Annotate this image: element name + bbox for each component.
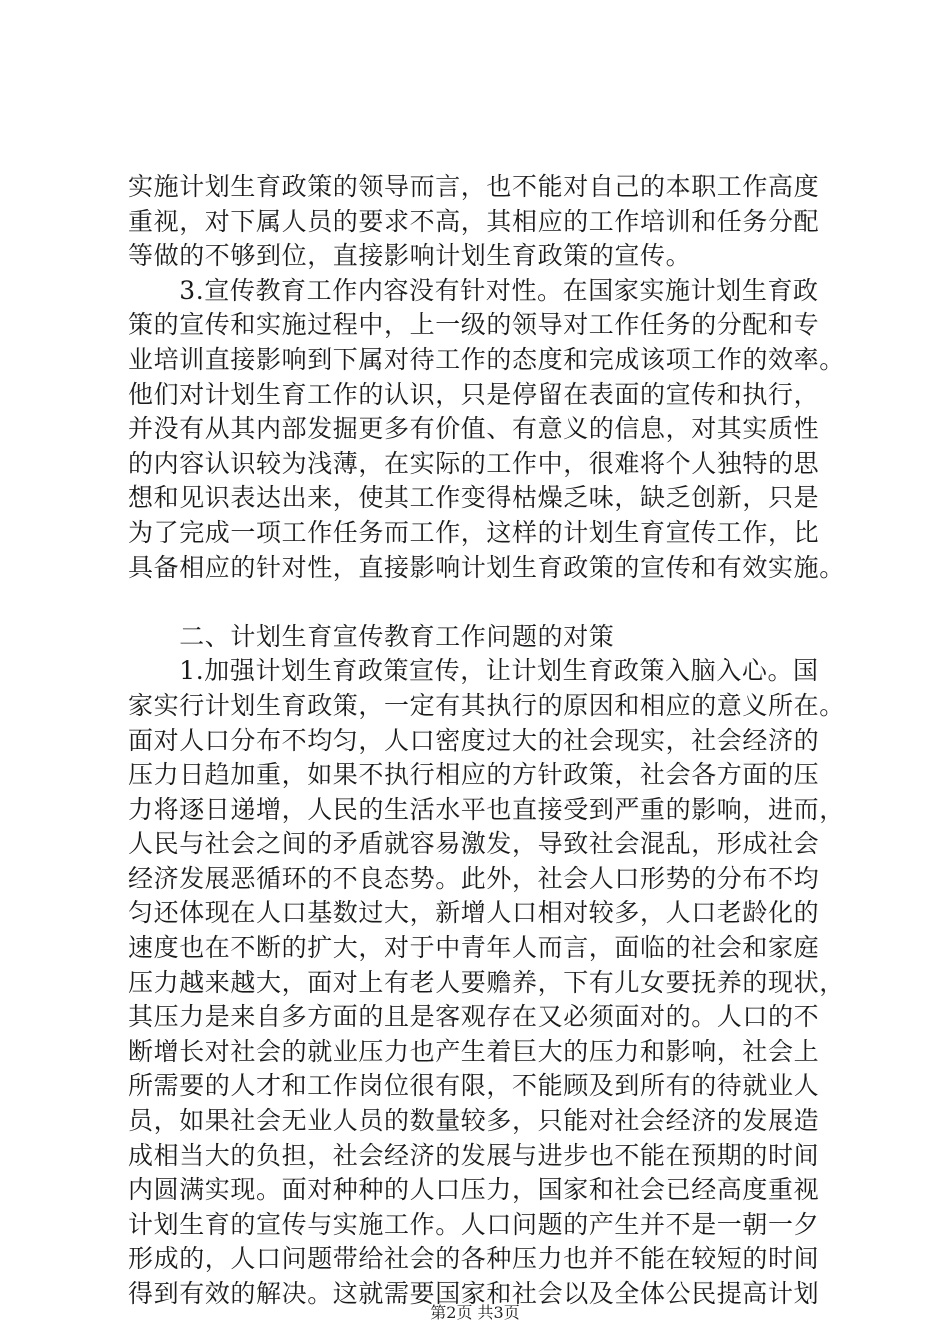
text-line: 匀还体现在人口基数过大，新增人口相对较多，人口老龄化的 — [128, 898, 820, 928]
text-line: 得到有效的解决。这就需要国家和社会以及全体公民提高计划 — [128, 1279, 820, 1308]
text-line: 所需要的人才和工作岗位很有限，不能顾及到所有的待就业人 — [128, 1071, 820, 1101]
text-line: 压力日趋加重，如果不执行相应的方针政策，社会各方面的压 — [128, 760, 820, 790]
text-line: 家实行计划生育政策，一定有其执行的原因和相应的意义所在。 — [128, 690, 845, 720]
body-text — [128, 170, 850, 1312]
text-line: 重视，对下属人员的要求不高，其相应的工作培训和任务分配 — [128, 206, 820, 236]
text-line: 的内容认识较为浅薄，在实际的工作中，很难将个人独特的思 — [128, 448, 820, 478]
text-line: 员，如果社会无业人员的数量较多，只能对社会经济的发展造 — [128, 1106, 820, 1136]
text-line: 人民与社会之间的矛盾就容易激发，导致社会混乱，形成社会 — [128, 829, 820, 859]
text-line: 二、计划生育宣传教育工作问题的对策 — [128, 621, 615, 651]
text-line: 他们对计划生育工作的认识，只是停留在表面的宣传和执行， — [128, 379, 820, 409]
text-line: 速度也在不断的扩大，对于中青年人而言，面临的社会和家庭 — [128, 933, 820, 963]
text-line: 等做的不够到位，直接影响计划生育政策的宣传。 — [128, 241, 692, 271]
text-line: 力将逐日递增，人民的生活水平也直接受到严重的影响，进而， — [128, 794, 845, 824]
text-line: 3.宣传教育工作内容没有针对性。在国家实施计划生育政 — [128, 275, 819, 305]
text-line: 1.加强计划生育政策宣传，让计划生育政策入脑入心。国 — [128, 656, 819, 686]
text-line: 形成的，人口问题带给社会的各种压力也并不能在较短的时间 — [128, 1244, 820, 1274]
text-line: 断增长对社会的就业压力也产生着巨大的压力和影响，社会上 — [128, 1036, 820, 1066]
text-line: 其压力是来自多方面的且是客观存在又必须面对的。人口的不 — [128, 1002, 820, 1032]
text-line: 并没有从其内部发掘更多有价值、有意义的信息，对其实质性 — [128, 414, 820, 444]
text-line: 具备相应的针对性，直接影响计划生育政策的宣传和有效实施。 — [128, 552, 845, 582]
text-line: 内圆满实现。面对种种的人口压力，国家和社会已经高度重视 — [128, 1175, 820, 1205]
text-line: 计划生育的宣传与实施工作。人口问题的产生并不是一朝一夕 — [128, 1209, 820, 1239]
text-line: 策的宣传和实施过程中，上一级的领导对工作任务的分配和专 — [128, 310, 820, 340]
text-line: 为了完成一项工作任务而工作，这样的计划生育宣传工作，比 — [128, 517, 820, 547]
paragraph-gap — [128, 585, 850, 620]
text-line: 经济发展恶循环的不良态势。此外，社会人口形势的分布不均 — [128, 863, 820, 893]
text-line: 想和见识表达出来，使其工作变得枯燥乏味，缺乏创新，只是 — [128, 483, 820, 513]
text-line: 压力越来越大，面对上有老人要赡养，下有儿女要抚养的现状， — [128, 967, 845, 997]
text-line: 业培训直接影响到下属对待工作的态度和完成该项工作的效率。 — [128, 344, 845, 374]
text-line: 实施计划生育政策的领导而言，也不能对自己的本职工作高度 — [128, 172, 820, 201]
text-line: 面对人口分布不均匀，人口密度过大的社会现实，社会经济的 — [128, 725, 820, 755]
text-line: 成相当大的负担，社会经济的发展与进步也不能在预期的时间 — [128, 1140, 820, 1170]
page-footer: 第2页 共3页 — [430, 1303, 520, 1322]
